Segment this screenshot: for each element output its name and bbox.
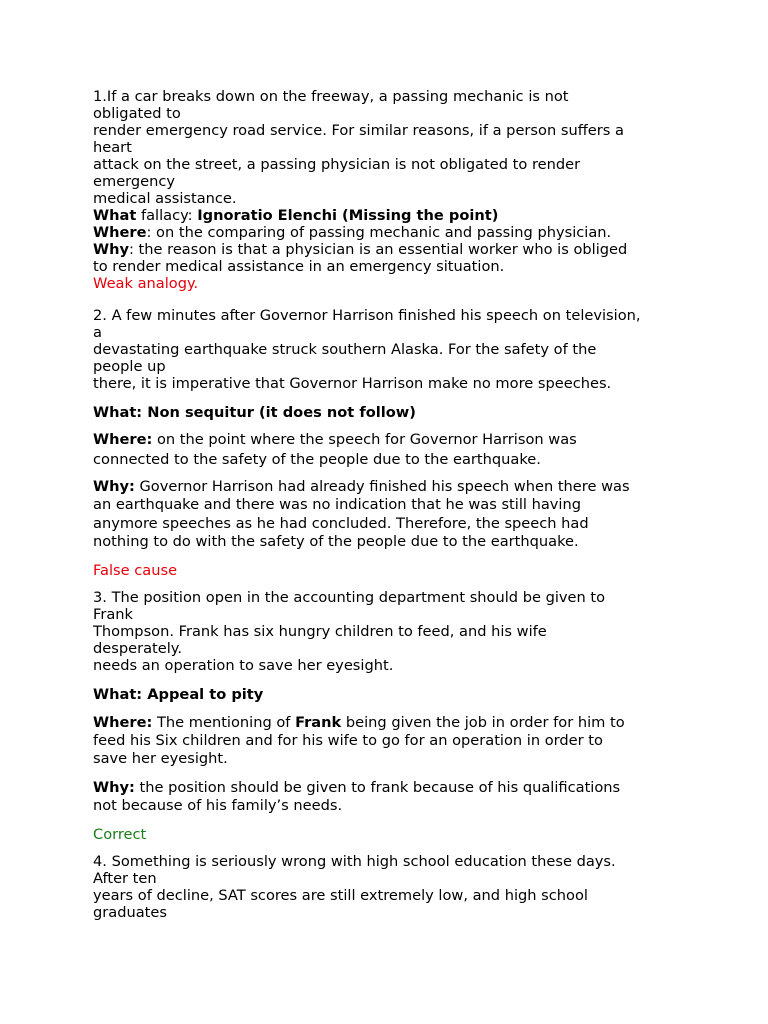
q3-where-bold: Frank <box>295 714 342 731</box>
q4-line-1: 4. Something is seriously wrong with high school education these days. <box>93 853 616 870</box>
q1-line-4: heart <box>93 139 132 156</box>
q3-where-label: Where: <box>93 714 153 731</box>
q3-feedback: Correct <box>93 826 147 843</box>
q3-what: What: Appeal to pity <box>93 686 264 703</box>
q1-line-2: obligated to <box>93 105 181 122</box>
q1-line-7: medical assistance. <box>93 190 237 207</box>
q2-why-line-4: nothing to do with the safety of the people due to the earthquake. <box>93 533 579 550</box>
q2-line-2: a <box>93 324 102 341</box>
q1-what-label: What <box>93 207 137 224</box>
q2-where-text: on the point where the speech for Governor Harrison was <box>152 431 577 448</box>
q1-why-label: Why <box>93 241 129 258</box>
q3-where-line-3: save her eyesight. <box>93 750 228 767</box>
q1-why-line-2: to render medical assistance in an emergency situation. <box>93 258 505 275</box>
q1-feedback: Weak analogy. <box>93 275 199 292</box>
q2-why-line-2: an earthquake and there was no indication that he was still having <box>93 496 581 513</box>
q2-line-3: devastating earthquake struck southern Alaska. For the safety of the <box>93 341 597 358</box>
q2-what: What: Non sequitur (it does not follow) <box>93 404 416 421</box>
q1-line-1: 1.If a car breaks down on the freeway, a passing mechanic is not <box>93 88 569 105</box>
q3-line-2: Frank <box>93 606 133 623</box>
q3-where <box>93 714 625 731</box>
q2-feedback: False cause <box>93 562 178 579</box>
q2-where-line-2: connected to the safety of the people due to the earthquake. <box>93 451 541 468</box>
q2-where <box>93 431 577 448</box>
q1-why <box>93 241 627 258</box>
q1-what-mid: fallacy: <box>136 207 198 224</box>
q1-why-text: : the reason is that a physician is an essential worker who is obliged <box>129 241 628 258</box>
q1-line-5: attack on the street, a passing physician is not obligated to render <box>93 156 581 173</box>
q2-line-1: 2. A few minutes after Governor Harrison finished his speech on television, <box>93 307 641 324</box>
q3-line-3: Thompson. Frank has six hungry children to feed, and his wife <box>93 623 547 640</box>
q3-line-4: desperately. <box>93 640 182 657</box>
q2-where-label: Where: <box>93 431 153 448</box>
q3-where-post: being given the job in order for him to <box>341 714 625 731</box>
q4-line-4: graduates <box>93 904 167 921</box>
q1-where-text: : on the comparing of passing mechanic and passing physician. <box>146 224 612 241</box>
q3-why <box>93 779 620 796</box>
q3-line-5: needs an operation to save her eyesight. <box>93 657 394 674</box>
q3-why-line-2: not because of his family’s needs. <box>93 797 343 814</box>
q1-where <box>93 224 611 241</box>
q2-why-line-3: anymore speeches as he had concluded. Therefore, the speech had <box>93 515 589 532</box>
q4-line-2: After ten <box>93 870 157 887</box>
q2-line-4: people up <box>93 358 166 375</box>
q3-where-line-2: feed his Six children and for his wife to go for an operation in order to <box>93 732 603 749</box>
q3-why-text: the position should be given to frank because of his qualifications <box>134 779 621 796</box>
q4-line-3: years of decline, SAT scores are still extremely low, and high school <box>93 887 588 904</box>
q1-where-label: Where <box>93 224 147 241</box>
q1-line-6: emergency <box>93 173 176 190</box>
q1-what <box>93 207 498 224</box>
q3-line-1: 3. The position open in the accounting department should be given to <box>93 589 606 606</box>
q3-where-pre: The mentioning of <box>152 714 296 731</box>
q1-what-answer: Ignoratio Elenchi (Missing the point) <box>197 207 499 224</box>
q2-why <box>93 478 630 495</box>
q2-why-text: Governor Harrison had already finished his speech when there was <box>134 478 630 495</box>
q3-why-label: Why: <box>93 779 135 796</box>
q1-line-3: render emergency road service. For similar reasons, if a person suffers a <box>93 122 624 139</box>
q2-line-5: there, it is imperative that Governor Harrison make no more speeches. <box>93 375 612 392</box>
q2-why-label: Why: <box>93 478 135 495</box>
